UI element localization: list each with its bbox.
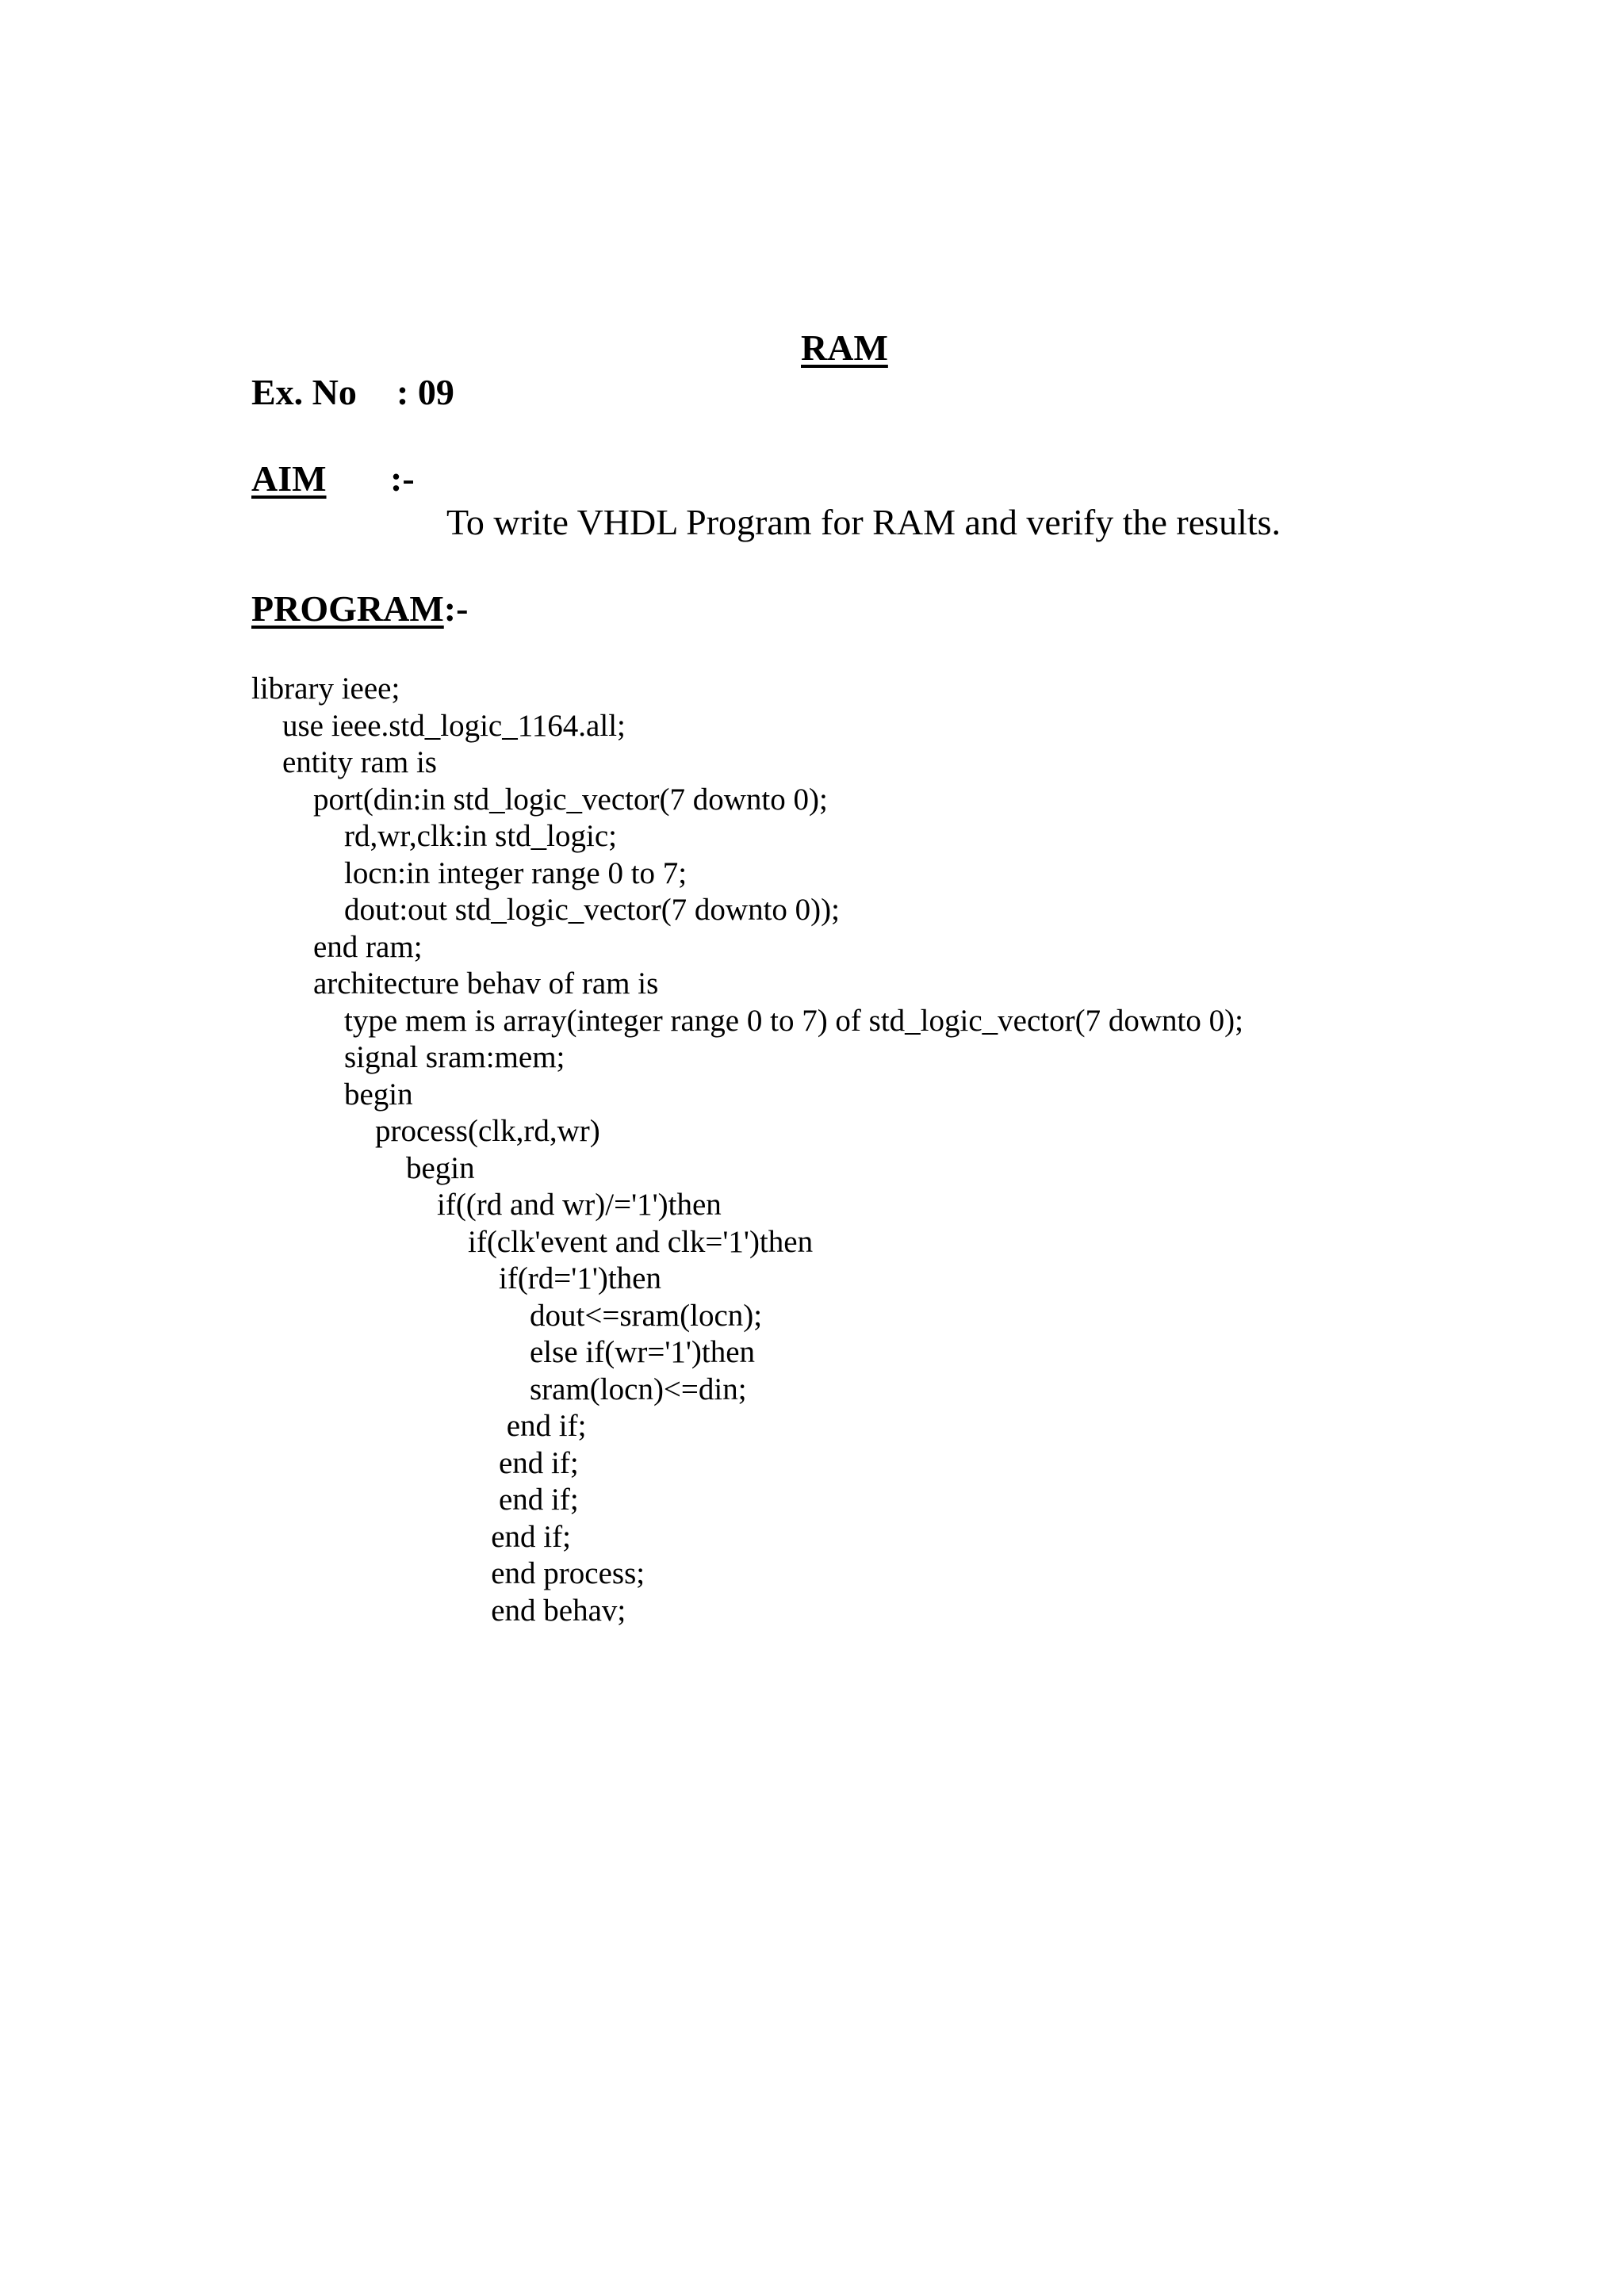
code-line: end process; — [251, 1556, 645, 1590]
code-line: end if; — [251, 1483, 579, 1517]
code-line: end if; — [251, 1519, 571, 1554]
code-line: rd,wr,clk:in std_logic; — [251, 819, 617, 853]
code-line: end if; — [251, 1445, 579, 1480]
code-line: end behav; — [251, 1593, 626, 1628]
code-line: sram(locn)<=din; — [251, 1372, 747, 1406]
vhdl-code-block — [251, 671, 1243, 1629]
code-line: process(clk,rd,wr) — [251, 1114, 600, 1148]
code-line: entity ram is — [251, 745, 437, 779]
page-title: RAM — [801, 327, 888, 368]
program-heading-label: PROGRAM — [251, 588, 444, 629]
code-line: if(rd='1')then — [251, 1261, 661, 1295]
aim-separator: :- — [390, 458, 415, 499]
code-line: end ram; — [251, 929, 423, 964]
exercise-number-value: : 09 — [396, 372, 454, 412]
code-line: begin — [251, 1077, 413, 1112]
code-line: else if(wr='1')then — [251, 1335, 756, 1369]
program-heading-suffix: :- — [443, 588, 469, 629]
code-line: use ieee.std_logic_1164.all; — [251, 708, 626, 743]
code-line: locn:in integer range 0 to 7; — [251, 855, 688, 890]
code-line: library ieee; — [251, 672, 400, 706]
code-line: if((rd and wr)/='1')then — [251, 1188, 722, 1222]
code-line: type mem is array(integer range 0 to 7) of std_logic_vector(7 downto 0); — [251, 1003, 1243, 1038]
code-line: if(clk'event and clk='1')then — [251, 1224, 814, 1259]
aim-heading: AIM — [251, 458, 327, 499]
program-heading — [251, 587, 468, 629]
code-line: begin — [251, 1150, 475, 1185]
code-line: signal sram:mem; — [251, 1040, 565, 1074]
code-line: architecture behav of ram is — [251, 966, 659, 1001]
exercise-number-label: Ex. No — [251, 372, 357, 412]
aim-text: To write VHDL Program for RAM and verify the results. — [446, 502, 1281, 542]
code-line: end if; — [251, 1409, 587, 1443]
code-line: port(din:in std_logic_vector(7 downto 0); — [251, 782, 828, 817]
code-line: dout<=sram(locn); — [251, 1298, 763, 1333]
code-line: dout:out std_logic_vector(7 downto 0)); — [251, 893, 840, 927]
